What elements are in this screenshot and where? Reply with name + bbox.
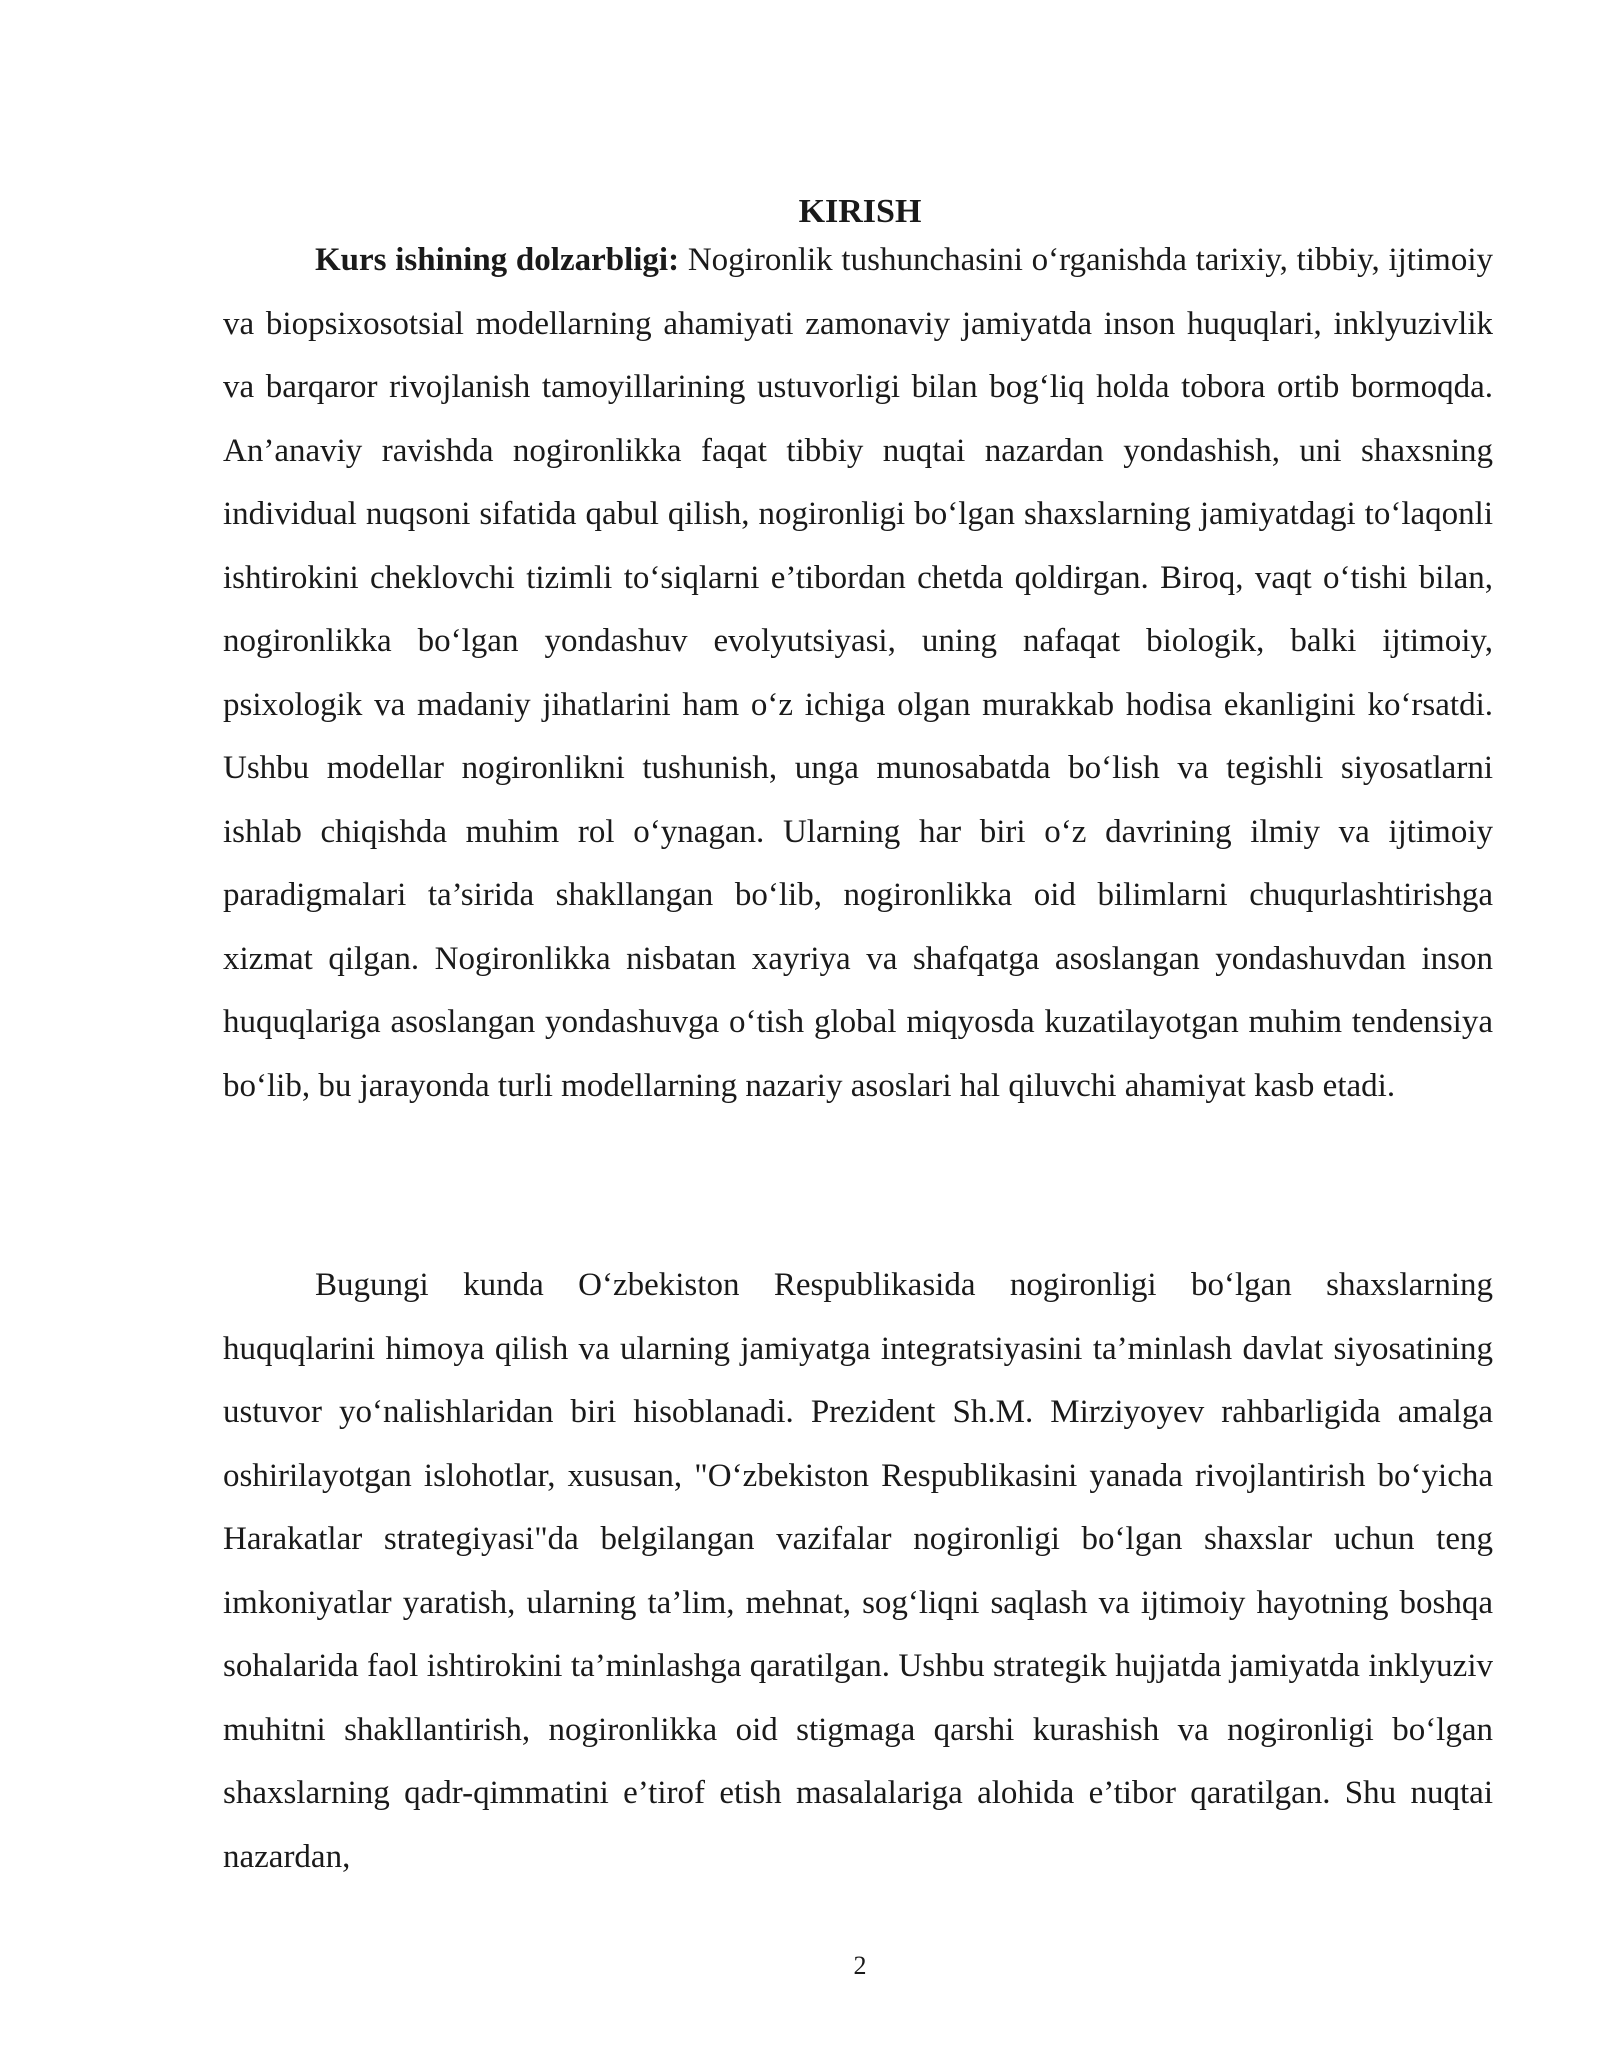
paragraph-uzbekistan-policy xyxy=(223,1254,1493,1889)
paragraph-body: Nogironlik tushunchasini o‘rganishda tarixiy, tibbiy, ijtimoiy va biopsixosotsial modellarning ahamiyati zamonaviy jamiyatda inson huquqlari, inklyuzivlik va barqaror rivojlanish tamoyillarining ustuvorligi bilan bog‘liq holda tobora ortib bormoqda. An’anaviy ravishda nogironlikka faqat tibbiy nuqtai nazardan yondashish, uni shaxsning individual nuqsoni sifatida qabul qilish, nogironligi bo‘lgan shaxslarning jamiyatdagi to‘laqonli ishtirokini cheklovchi tizimli to‘siqlarni e’tibordan chetda qoldirgan. Biroq, vaqt o‘tishi bilan, nogironlikka bo‘lgan yondashuv evolyutsiyasi, uning nafaqat biologik, balki ijtimoiy, psixologik va madaniy jihatlarini ham o‘z ichiga olgan murakkab hodisa ekanligini ko‘rsatdi. Ushbu modellar nogironlikni tushunish, unga munosabatda bo‘lish va tegishli siyosatlarni ishlab chiqishda muhim rol o‘ynagan. Ularning har biri o‘z davrining ilmiy va ijtimoiy paradigmalari ta’sirida shakllangan bo‘lib, nogironlikka oid bilimlarni chuqurlashtirishga xizmat qilgan. Nogironlikka nisbatan xayriya va shafqatga asoslangan yondashuvdan inson huquqlariga asoslangan yondashuvga o‘tish global miqyosda kuzatilayotgan muhim tendensiya bo‘lib, bu jarayonda turli modellarning nazariy asoslari hal qiluvchi ahamiyat kasb etadi. xyxy=(223,242,1493,1104)
paragraph-relevance xyxy=(223,229,1493,1118)
page-number: 2 xyxy=(853,1951,867,1980)
section-heading: KIRISH xyxy=(798,193,922,230)
paragraph-body: Bugungi kunda O‘zbekiston Respublikasida nogironligi bo‘lgan shaxslarning huquqlarini himoya qilish va ularning jamiyatga integratsiyasini ta’minlash davlat siyosatining ustuvor yo‘nalishlaridan biri hisoblanadi. Prezident Sh.M. Mirziyoyev rahbarligida amalga oshirilayotgan islohotlar, xususan, "O‘zbekiston Respublikasini yanada rivojlantirish bo‘yicha Harakatlar strategiyasi"da belgilangan vazifalar nogironligi bo‘lgan shaxslar uchun teng imkoniyatlar yaratish, ularning ta’lim, mehnat, sog‘liqni saqlash va ijtimoiy hayotning boshqa sohalarida faol ishtirokini ta’minlashga qaratilgan. Ushbu strategik hujjatda jamiyatda inklyuziv muhitni shakllantirish, nogironlikka oid stigmaga qarshi kurashish va nogironligi bo‘lgan shaxslarning qadr-qimmatini e’tirof etish masalalariga alohida e’tibor qaratilgan. Shu nuqtai nazardan, xyxy=(223,1267,1493,1875)
paragraph-lead: Kurs ishining dolzarbligi: xyxy=(315,242,680,278)
